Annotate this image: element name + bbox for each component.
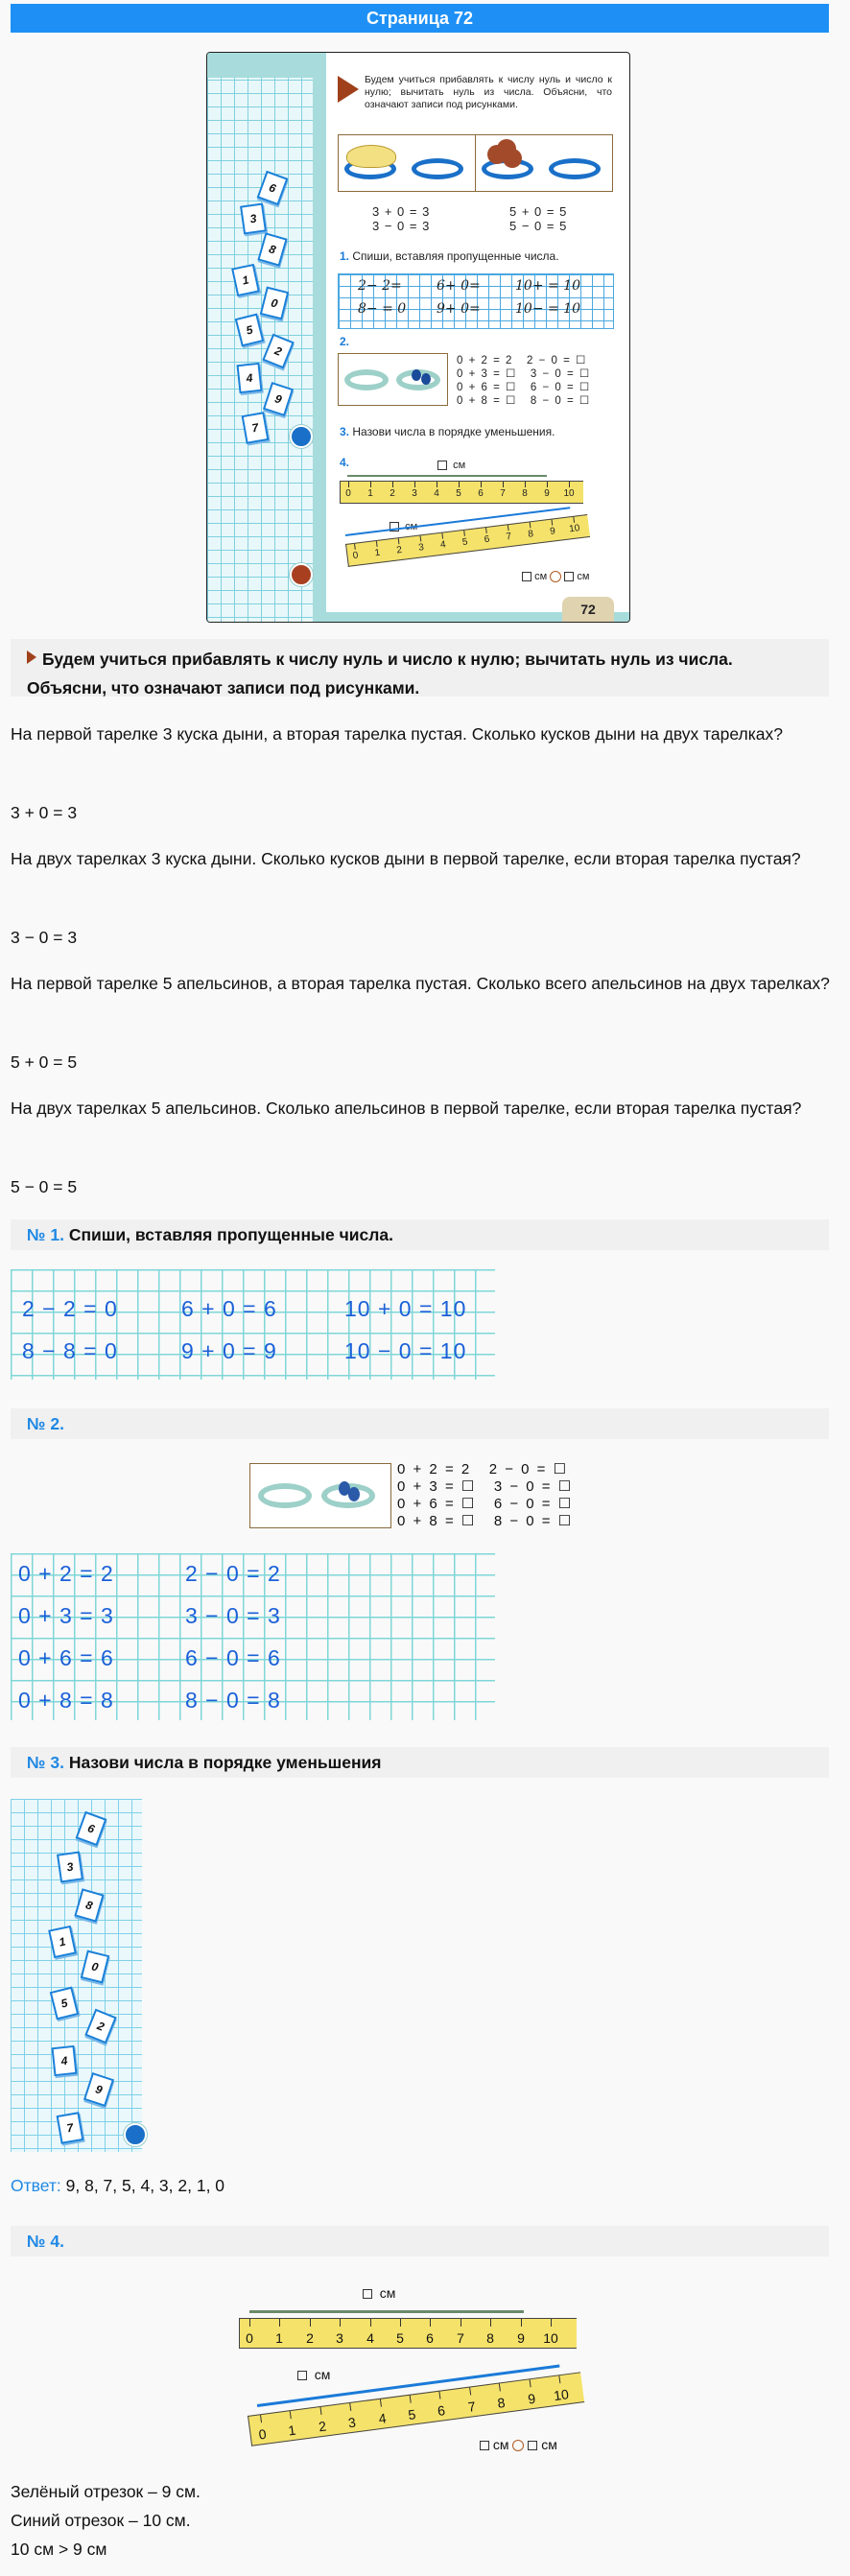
textbook-page-image: 6 3 8 1 0 5 2 4 9 7 Будем учиться прибавлять к числу нуль и число к нулю; вычитать нуль из числа. Объясни, что означают записи под рисунками. 3 + 0 = 3 3 − 0 = 3 5 + 0 = 5 5 − 0 = 5 1. Спиши, вставляя пропущенные числа. 2− 2= 6+ 0= 10+ = 10 8− = 0 9+ 0= 10− = 10 2. 0 + 2 = 2 2 − 0 = ☐ 0 + 3 = ☐ 3 − 0 = ☐ 0 + 6 = ☐ 6 − 0 = ☐ 0 + 8 = ☐ 8 − 0 = ☐ 3. Назови числа в порядке уменьшения. 4. см 0 1 2 3 4 5 6 7 8 9 10 0 1 2 3 4 5 6 7 8 9 10 см см 72: [206, 52, 630, 623]
answer-equation: 0 + 6 = 6: [18, 1645, 114, 1670]
plates-picture: [249, 1463, 391, 1528]
explanation-question: На двух тарелках 3 куска дыни. Сколько кусков дыни в первой тарелке, если вторая тарелка пустая?: [11, 849, 801, 868]
explanation-answer: 5 − 0 = 5: [11, 1177, 78, 1196]
section3-header: № 3. Назови числа в порядке уменьшения: [11, 1747, 829, 1778]
explanation-answer: 5 + 0 = 5: [11, 1052, 78, 1072]
result-line: Синий отрезок – 10 см.: [11, 2511, 191, 2530]
explanation-question: На двух тарелках 5 апельсинов. Сколько апельсинов в первой тарелке, если вторая тарелка пустая?: [11, 1099, 802, 1118]
answer-equation: 10 − 0 = 10: [344, 1338, 467, 1363]
page-header: Страница 72: [11, 4, 829, 33]
equation: 3 + 0 = 3: [372, 204, 431, 219]
orange-icon: [497, 139, 516, 158]
plum-icon: [421, 373, 431, 385]
green-segment: [347, 475, 547, 477]
explanation-answer: 3 + 0 = 3: [11, 803, 78, 822]
compare-blanks: см см: [522, 571, 589, 582]
ruler: 0 1 2 3 4 5 6 7 8 9 10: [340, 481, 583, 504]
intro-arrow-icon: [338, 76, 359, 103]
answer-equation: 0 + 8 = 8: [18, 1688, 114, 1713]
plate-icon: [258, 1483, 312, 1508]
intro-text: Будем учиться прибавлять к числу нуль и число к нулю; вычитать нуль из числа. Объясни, что означают записи под рисунками.: [365, 74, 612, 110]
answer-equation: 8 − 8 = 0: [22, 1338, 118, 1363]
explanation-answer: 3 − 0 = 3: [11, 928, 78, 947]
page-number: 72: [562, 597, 614, 622]
plates-picture: [338, 353, 448, 406]
section3-answer: Ответ: 9, 8, 7, 5, 4, 3, 2, 1, 0: [11, 2176, 225, 2195]
section1-answer-grid: [11, 1269, 495, 1380]
number-card: 1: [231, 264, 260, 296]
task2-number: 2.: [340, 335, 350, 348]
plum-icon: [348, 1487, 360, 1501]
answer-equation: 2 − 0 = 2: [185, 1561, 281, 1586]
task1-grid: 2− 2= 6+ 0= 10+ = 10 8− = 0 9+ 0= 10− = 10: [338, 273, 614, 329]
number-card: 3: [57, 1851, 83, 1882]
section2-answer-grid: [11, 1553, 495, 1720]
grid-badge-icon: [290, 425, 313, 448]
ruler-tilted: 0 1 2 3 4 5 6 7 8 9 10: [248, 2372, 584, 2446]
number-card: 9: [263, 382, 294, 416]
compare-blanks: см см: [480, 2437, 557, 2452]
ruler: 0 1 2 3 4 5 6 7 8 9 10: [239, 2318, 577, 2349]
equation: 5 + 0 = 5: [509, 204, 568, 219]
answer-equation: 6 + 0 = 6: [181, 1296, 277, 1321]
number-card: 2: [262, 334, 294, 369]
answer-equation: 8 − 0 = 8: [185, 1688, 281, 1713]
number-card: 2: [84, 2009, 116, 2044]
answer-equation: 10 + 0 = 10: [344, 1296, 467, 1321]
melon-icon: [346, 145, 396, 168]
answer-equation: 3 − 0 = 3: [185, 1603, 281, 1628]
number-card: 7: [57, 2112, 84, 2144]
number-card: 4: [51, 2045, 77, 2076]
fruit-pictures: [338, 134, 613, 192]
answer-equation: 2 − 2 = 0: [22, 1296, 118, 1321]
number-card: 1: [48, 1926, 77, 1958]
explanation-question: На первой тарелке 5 апельсинов, а вторая тарелка пустая. Сколько всего апельсинов на двух тарелках?: [11, 974, 830, 993]
face-badge-icon: [290, 563, 313, 586]
answer-equation: 0 + 2 = 2: [18, 1561, 114, 1586]
number-card: 0: [260, 287, 290, 320]
result-line: 10 см > 9 см: [11, 2540, 107, 2559]
number-card: 8: [74, 1888, 104, 1922]
answer-equation: 6 − 0 = 6: [185, 1645, 281, 1670]
number-card: 7: [242, 412, 270, 444]
number-card: 5: [235, 314, 265, 347]
number-card: 6: [76, 1811, 107, 1846]
plate-icon: [549, 158, 601, 179]
lead-text: Будем учиться прибавлять к числу нуль и число к нулю; вычитать нуль из числа. Объясни, что означают записи под рисунками.: [27, 650, 733, 697]
number-cards-image: [11, 1799, 142, 2152]
section2-task-equations: 0 + 2 = 2 2 − 0 = ☐ 0 + 3 = ☐ 3 − 0 = ☐ 0 + 6 = ☐ 6 − 0 = ☐ 0 + 8 = ☐ 8 − 0 = ☐: [397, 1461, 574, 1529]
lead-box: [11, 639, 829, 697]
section1-header: № 1. Спиши, вставляя пропущенные числа.: [11, 1219, 829, 1250]
ruler-tilted: 0 1 2 3 4 5 6 7 8 9 10: [345, 514, 590, 567]
plate-icon: [344, 369, 389, 390]
green-segment: [249, 2310, 524, 2313]
plum-icon: [412, 369, 421, 381]
number-card: 9: [83, 2072, 114, 2107]
answer-equation: 0 + 3 = 3: [18, 1603, 114, 1628]
number-card: 6: [257, 171, 289, 205]
section4-header: № 4.: [11, 2226, 829, 2257]
number-card: 4: [236, 363, 262, 393]
answer-equation: 9 + 0 = 9: [181, 1338, 277, 1363]
task3-title: 3. Назови числа в порядке уменьшения.: [340, 425, 555, 438]
equation: 5 − 0 = 5: [509, 219, 568, 233]
equation: 3 − 0 = 3: [372, 219, 431, 233]
task2-equations: 0 + 2 = 2 2 − 0 = ☐ 0 + 3 = ☐ 3 − 0 = ☐ 0 + 6 = ☐ 6 − 0 = ☐ 0 + 8 = ☐ 8 − 0 = ☐: [457, 355, 591, 407]
section2-header: № 2.: [11, 1408, 829, 1439]
task1-title: 1. Спиши, вставляя пропущенные числа.: [340, 249, 559, 263]
result-line: Зелёный отрезок – 9 см.: [11, 2482, 201, 2501]
plate-icon: [412, 158, 463, 179]
task4-number: 4.: [340, 456, 350, 469]
number-card: 3: [240, 202, 267, 234]
explanation-question: На первой тарелке 3 куска дыни, а вторая тарелка пустая. Сколько кусков дыни на двух тарелках?: [11, 724, 784, 744]
number-card: 0: [81, 1950, 110, 1984]
number-card: 8: [257, 232, 287, 266]
arrow-icon: [27, 650, 36, 664]
grid-badge-icon: [124, 2123, 147, 2146]
number-card: 5: [50, 1987, 80, 2021]
